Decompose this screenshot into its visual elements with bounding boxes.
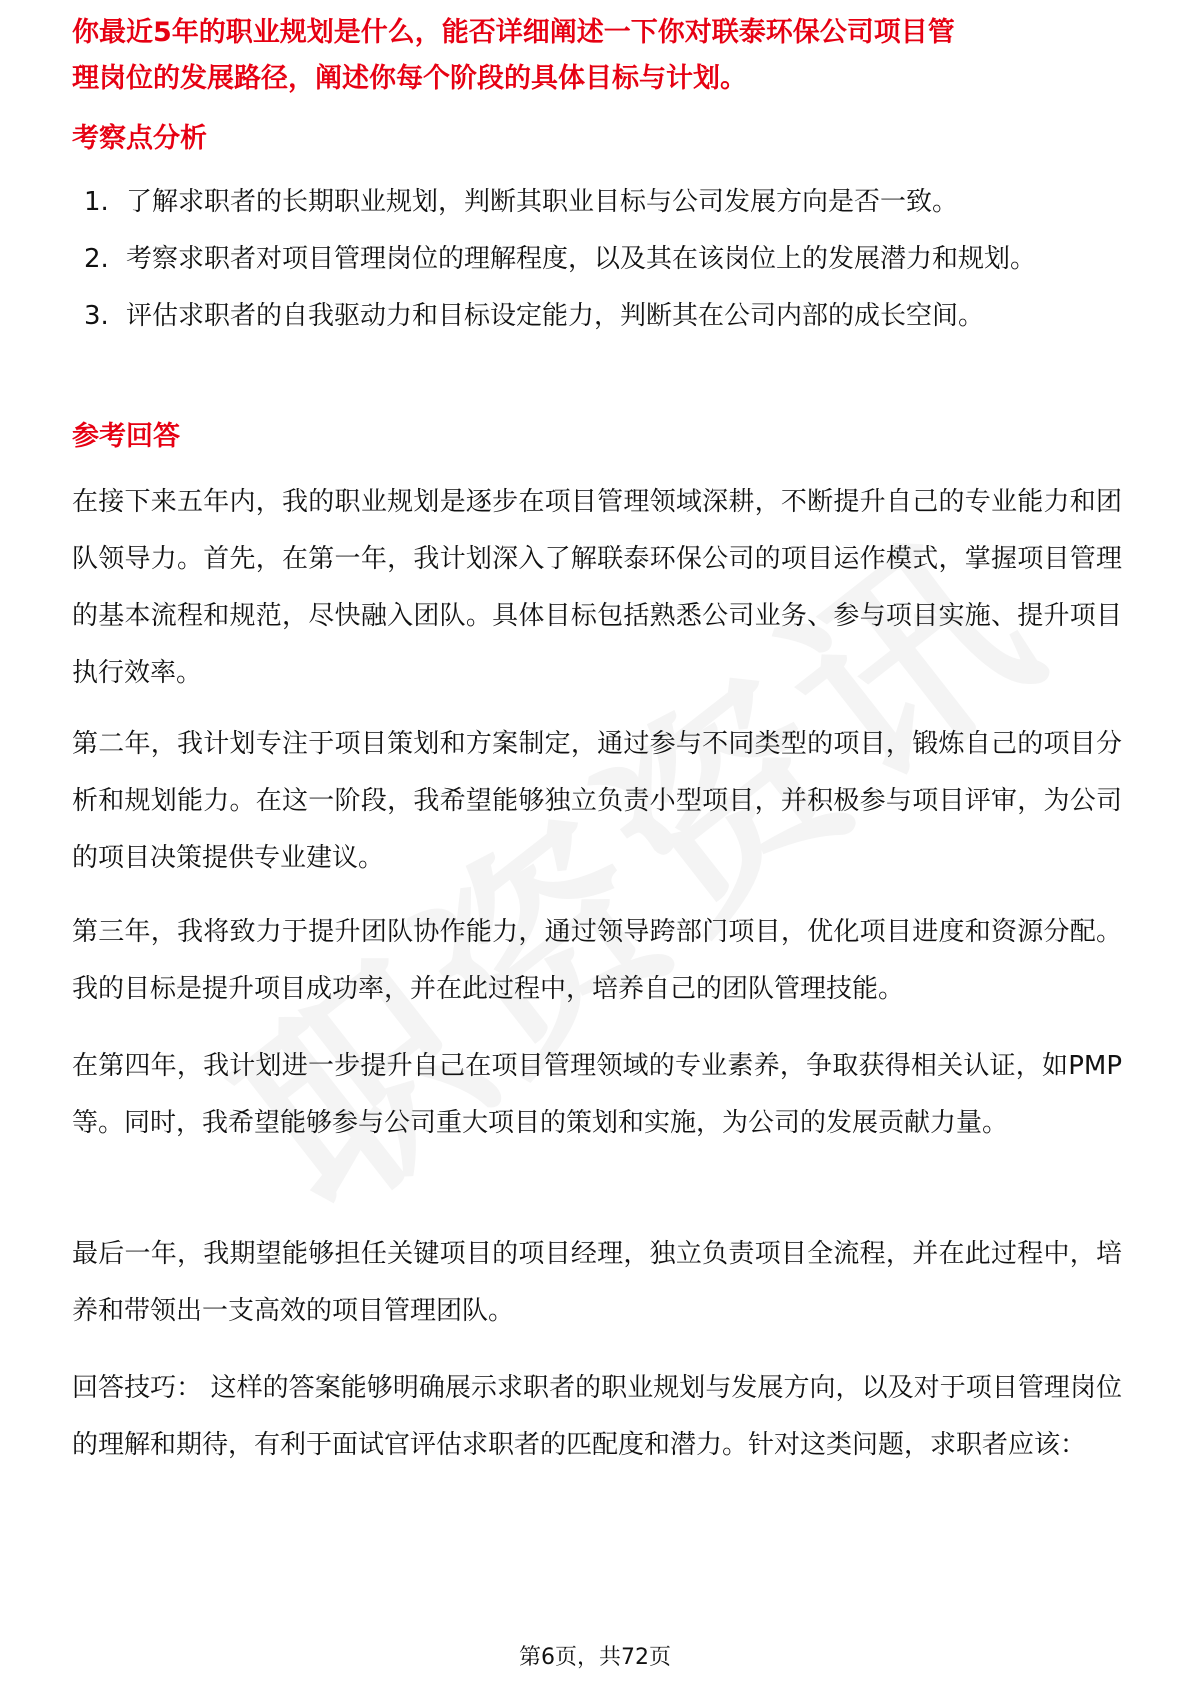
list-item-text: 评估求职者的自我驱动力和目标设定能力，判断其在公司内部的成长空间。 xyxy=(126,301,985,331)
list-item xyxy=(84,174,1124,231)
answer-paragraph-5: 最后一年，我期望能够担任关键项目的项目经理，独立负责项目全流程，并在此过程中，培养和带领出一支高效的项目管理团队。 xyxy=(72,1239,1122,1326)
answer-tips-paragraph: 回答技巧： 这样的答案能够明确展示求职者的职业规划与发展方向，以及对于项目管理岗位的理解和期待，有利于面试官评估求职者的匹配度和潜力。针对这类问题，求职者应该： xyxy=(72,1373,1122,1460)
analysis-section-title: 考察点分析 xyxy=(72,123,207,154)
analysis-list xyxy=(84,174,1124,345)
list-item-number: 1. xyxy=(84,187,109,217)
page-number: 第6页，共72页 xyxy=(519,1645,671,1670)
list-item-number: 3. xyxy=(84,301,109,331)
answer-paragraph-3: 第三年，我将致力于提升团队协作能力，通过领导跨部门项目，优化项目进度和资源分配。我的目标是提升项目成功率，并在此过程中，培养自己的团队管理技能。 xyxy=(72,917,1122,1004)
answer-paragraph-4: 在第四年，我计划进一步提升自己在项目管理领域的专业素养，争取获得相关认证，如PMP等。同时，我希望能够参与公司重大项目的策划和实施，为公司的发展贡献力量。 xyxy=(72,1051,1122,1138)
question-line-1: 你最近5年的职业规划是什么，能否详细阐述一下你对联泰环保公司项目管 xyxy=(72,17,955,48)
list-item-text: 了解求职者的长期职业规划，判断其职业目标与公司发展方向是否一致。 xyxy=(126,187,959,217)
list-item xyxy=(84,288,1124,345)
answer-section-title: 参考回答 xyxy=(72,421,180,452)
list-item-number: 2. xyxy=(84,244,109,274)
question-line-2: 理岗位的发展路径，阐述你每个阶段的具体目标与计划。 xyxy=(72,63,747,94)
answer-paragraph-2: 第二年，我计划专注于项目策划和方案制定，通过参与不同类型的项目，锻炼自己的项目分析和规划能力。在这一阶段，我希望能够独立负责小型项目，并积极参与项目评审，为公司的项目决策提供专业建议。 xyxy=(72,729,1122,873)
list-item-text: 考察求职者对项目管理岗位的理解程度，以及其在该岗位上的发展潜力和规划。 xyxy=(126,244,1037,274)
question-clip xyxy=(0,0,1190,103)
answer-paragraph-1: 在接下来五年内，我的职业规划是逐步在项目管理领域深耕，不断提升自己的专业能力和团队领导力。首先，在第一年，我计划深入了解联泰环保公司的项目运作模式，掌握项目管理的基本流程和规范，尽快融入团队。具体目标包括熟悉公司业务、参与项目实施、提升项目执行效率。 xyxy=(72,487,1122,688)
question-heading xyxy=(72,0,1122,102)
list-item xyxy=(84,231,1124,288)
